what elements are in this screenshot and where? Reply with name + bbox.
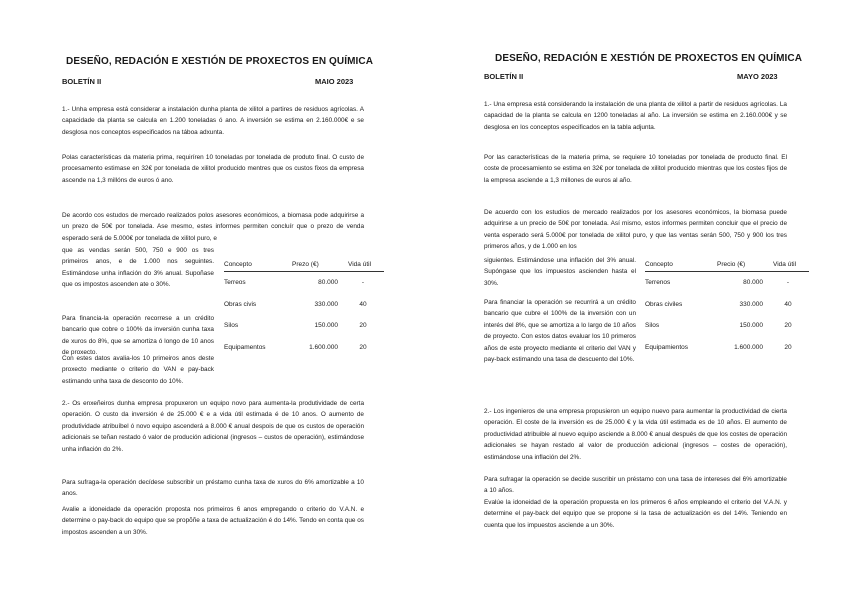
column-header: Vida útil	[773, 258, 809, 272]
table-cell: Silos	[224, 322, 239, 330]
exercise-1-financing: Para financia-la operación recorrese a un crédito bancario que cobre o 100% da inversión cunha taxa de xuros do 8%, que se amortiza ó longo de 10 anos de proxecto.	[62, 315, 214, 357]
table-row	[645, 337, 809, 359]
table-row	[645, 294, 809, 316]
table-cell: -	[786, 279, 790, 287]
page-spanish	[424, 0, 848, 599]
bulletin-label: BOLETÍN II	[484, 72, 524, 81]
table-row	[645, 272, 809, 294]
table-cell: 20	[784, 343, 792, 351]
table-cell: 40	[359, 300, 367, 308]
exercise-2-financing: Para sufraga-la operación decídese subscribir un préstamo cunha taxa de xuros do 6% amortizable a 10 anos.	[62, 479, 364, 498]
table-cell: Terrenos	[645, 279, 671, 287]
date-label: MAYO 2023	[737, 72, 778, 81]
table-cell: 330.000	[739, 300, 763, 308]
table-cell: 80.000	[318, 279, 338, 287]
page-title: DESEÑO, REDACIÓN E XESTIÓN DE PROXECTOS EN QUÍMICA	[66, 56, 374, 67]
table-cell: 80.000	[743, 279, 763, 287]
exercise-1-sales: que as vendas serán 500, 750 e 900 os tres primeiros anos, e de 1.000 nos seguintes. Estimándose unha inflación do 3% anual. Supoñase que os impostos ascenden ate o 30%.	[62, 247, 214, 289]
table-cell: 20	[359, 343, 367, 351]
table-cell: 150.000	[314, 322, 338, 330]
table-cell: 40	[784, 300, 792, 308]
exercise-1-sales: siguientes. Estimándose una inflación del 3% anual. Supóngase que los impuestos ascienden hasta el 30%.	[484, 257, 636, 287]
table-cell: 150.000	[739, 322, 763, 330]
table-header-row	[645, 258, 809, 272]
table-cell: 330.000	[314, 300, 338, 308]
bulletin-label: BOLETÍN II	[62, 77, 102, 86]
table-row	[224, 272, 384, 294]
investment-table	[224, 258, 384, 358]
column-header: Precio (€)	[717, 258, 773, 272]
investment-table	[645, 258, 809, 358]
exercise-2-evaluation: Evalúe la idoneidad de la operación propuesta en los primeros 6 años empleando el criterio del V.A.N. y determine el pay-back del equipo que se propone si la tasa de actualización es del 14%. Teniendo en cuenta que los impuestos asciende a un 30%.	[484, 499, 787, 529]
table-cell: Obras civiles	[645, 300, 683, 308]
exercise-2-financing: Para sufragar la operación se decide suscribir un préstamo con una tasa de intereses del 6% amortizable a 10 años.	[484, 476, 787, 495]
exercise-2-intro: 2.- Os enxeñeiros dunha empresa propuxeron un equipo novo para aumenta-la produtividade de certa operación. O custo da inversión é de 25.000 € e a vida útil estimada é de 10 anos. O aumento de produtividade atribuíbel ó novo equipo ascenderá a 8.000 € anual despois de que os custos de operación adicionais se teñan restado ó valor de produción adicional (ingresos – custos de operación), estimándose unha inflación do 2%.	[62, 400, 364, 453]
exercise-1-raw-material: Polas características da materia prima, requiríren 10 toneladas por tonelada de produto final. O custo de procesamento estimase en 32€ por tonelada de xilitol producido mentres que os custos fixos da empresa ascende na 1,3 millóns de euros ó ano.	[62, 154, 364, 184]
table-cell: Equipamentos	[224, 343, 266, 351]
exercise-1-market: De acuerdo con los estudios de mercado realizados por los asesores económicos, la biomasa puede adquirirse a un precio de 50€ por tonelada. Así mismo, estos informes permiten concluir que el precio de venta esperado será 5.000€ por tonelada de xilitol puro, y que las ventas serán 500, 750 y 900 los tres primeros años, y de 1.000 en los	[484, 209, 787, 251]
exercise-1-financing: Para financiar la operación se recurrirá a un crédito bancario que cubre el 100% de la inversión con un interés del 8%, que se amortiza a lo largo de 10 años de proyecto. Con estos datos evaluar los 10 primeros años de este proyecto mediante el criterio del VAN y pay-back estimando una tasa de descuento del 10%.	[484, 299, 636, 364]
exercise-1-evaluation: Con estes datos avalia-los 10 primeiros anos deste proxecto mediante o criterio do VAN e pay-back estimando unha taxa de desconto do 10%.	[62, 355, 214, 385]
table-row	[224, 315, 384, 337]
table-row	[645, 315, 809, 337]
column-header: Prezo (€)	[292, 258, 348, 272]
table-cell: Obras civis	[224, 300, 257, 308]
exercise-1-intro: 1.- Unha empresa está considerar a instalación dunha planta de xilitol a partires de residuos agrícolas. A capacidade da planta se calcula en 1.200 toneladas ó ano. A inversión se estima en 2.160.000€ e se desglosa nos conceptos especificados na táboa adxunta.	[62, 106, 364, 136]
date-label: MAIO 2023	[315, 77, 354, 86]
exercise-2-evaluation: Avalie a idoneidade da operación proposta nos primeiros 6 anos empregando o criterio do V.A.N. e determine o pay-back do equipo que se propõñe a taxa de actualización é do 14%. Tendo en conta que os impostos ascenden a un 30%.	[62, 506, 364, 536]
table-cell: Terreos	[224, 279, 246, 287]
table-cell: 1.600.000	[734, 343, 763, 351]
table-cell: 1.600.000	[309, 343, 338, 351]
table-cell: 20	[784, 322, 792, 330]
column-header: Concepto	[224, 258, 292, 272]
exercise-1-raw-material: Por las características de la materia prima, se requiere 10 toneladas por tonelada de producto final. El coste de procesamiento se estima en 32€ por tonelada de xilitol producido mientras que los costes fijos de la empresa asciende a 1,3 millones de euros al año.	[484, 154, 787, 184]
exercise-1-intro: 1.- Una empresa está considerando la instalación de una planta de xilitol a partir de residuos agrícolas. La capacidad de la planta se calcula en 1200 toneladas al año. La inversión se estima en 2.160.000€ y se desglosa en los conceptos especificados en la tabla adjunta.	[484, 101, 787, 131]
column-header: Concepto	[645, 258, 717, 272]
table-header-row	[224, 258, 384, 272]
exercise-1-market: De acordo cos estudos de mercado realizados polos asesores económicos, a biomasa pode adquirirse a un prezo de 50€ por tonelada. Ase mesmo, estes informes permiten concluír que o prezo de venda esperado será de 5.000€ por tonelada de xilitol puro, e	[62, 212, 364, 242]
table-row	[224, 337, 384, 359]
page-title: DESEÑO, REDACIÓN E XESTIÓN DE PROXECTOS EN QUÍMICA	[495, 53, 803, 64]
table-cell: Equipamientos	[645, 343, 688, 351]
table-cell: -	[361, 279, 365, 287]
table-cell: 20	[359, 322, 367, 330]
table-row	[224, 294, 384, 316]
table-cell: Silos	[645, 322, 660, 330]
exercise-2-intro: 2.- Los ingenieros de una empresa propusieron un equipo nuevo para aumentar la productividad de cierta operación. El coste de la inversión es de 25.000 € y la vida útil estimada es de 10 años. El aumento de productividad atribuible al nuevo equipo asciende a 8.000 € anual después de que los costes de operación adicionales se hayan restado al valor de producción adicional (ingresos – costes de operación), estimándose una inflación del 2%.	[484, 408, 787, 461]
column-header: Vida útil	[348, 258, 384, 272]
